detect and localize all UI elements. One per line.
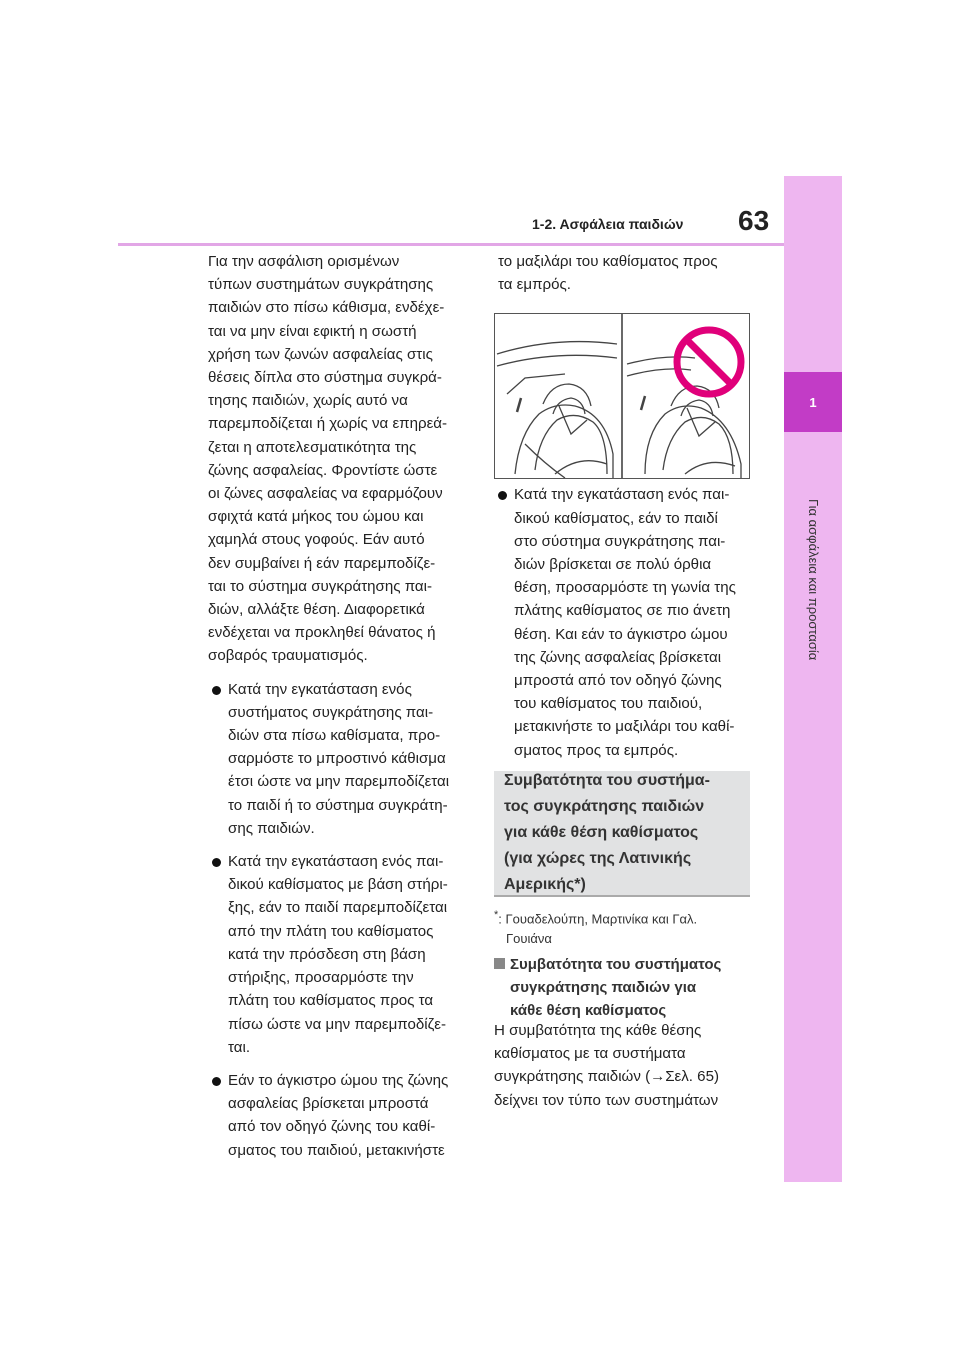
- text-line: κάθε θέση καθίσματος: [510, 1002, 667, 1019]
- text-line: από τον οδηγό ζώνης του καθί-: [228, 1118, 436, 1136]
- text-line: ζώνης ασφαλείας. Φροντίστε ώστε: [208, 461, 438, 479]
- text-line: Κατά την εγκατάσταση ενός παι-: [228, 853, 444, 871]
- text-line: συγκράτησης παιδιών για: [510, 979, 697, 996]
- text-line: Κατά την εγκατάσταση ενός: [228, 680, 412, 698]
- text-line: θέσεις δίπλα στο σύστημα συγκρά-: [208, 369, 442, 387]
- compatibility-heading-box: [494, 771, 750, 897]
- bullet-item: [208, 1069, 470, 1162]
- text-line: πίσω ώστε να μην παρεμποδίζε-: [228, 1015, 447, 1033]
- continuation-paragraph: [494, 250, 754, 296]
- text-line: για κάθε θέση καθίσματος: [504, 824, 699, 841]
- text-line: στο σύστημα συγκράτησης παι-: [514, 532, 726, 550]
- text-line: δικού καθίσματος με βάση στήρι-: [228, 876, 448, 894]
- text-line: πλάτη του καθίσματος προς τα: [228, 992, 434, 1010]
- square-bullet-icon: [494, 958, 505, 969]
- compatibility-heading: [504, 768, 710, 898]
- text-line: σαρμόστε το μπροστινό κάθισμα: [228, 750, 446, 768]
- chapter-title: Για ασφάλεια και προστασία: [806, 499, 821, 661]
- text-line: ξης, εάν το παιδί παρεμποδίζεται: [228, 899, 448, 917]
- footnote-mark: *: [494, 909, 499, 921]
- text-line: ται το σύστημα συγκράτησης παι-: [208, 577, 433, 595]
- text-line: παρεμποδίζεται ή χωρίς να επηρεά-: [208, 415, 448, 433]
- text-line: ται να μην είναι εφικτή η σωστή: [208, 322, 417, 340]
- text-line: ται.: [228, 1038, 251, 1056]
- text-line: τύπων συστημάτων συγκράτησης: [208, 276, 434, 294]
- text-line: δικού καθίσματος, εάν το παιδί: [514, 509, 718, 527]
- bullet-dot-icon: [498, 491, 507, 500]
- text-line: Εάν το άγκιστρο ώμου της ζώνης: [228, 1071, 449, 1089]
- chapter-number: 1: [809, 394, 817, 410]
- text-line: Αμερικής*): [504, 876, 586, 893]
- text-line: έτσι ώστε να μην παρεμποδίζεται: [228, 773, 450, 791]
- chapter-number-box: [784, 372, 842, 432]
- text-line: από την πλάτη του καθίσματος: [228, 922, 434, 940]
- subheading-text: [494, 953, 756, 1022]
- text-line: χαμηλά στους γοφούς. Εάν αυτό: [208, 531, 425, 549]
- text-line: μετακινήστε το μαξιλάρι του καθί-: [514, 718, 735, 736]
- text-line: διών στα πίσω καθίσματα, προ-: [228, 727, 441, 745]
- prohibition-icon: [677, 330, 741, 394]
- text-line: συστήματος συγκράτησης παι-: [228, 703, 434, 721]
- bullet-item: [208, 850, 470, 1059]
- child-seat-drawing: [495, 314, 749, 478]
- text-line: πλάτης καθίσματος σε πιο άνετη: [514, 602, 731, 620]
- text-line: ασφαλείας βρίσκεται μπροστά: [228, 1095, 429, 1113]
- child-seat-illustration: [494, 313, 750, 479]
- bullet-dot-icon: [212, 1077, 221, 1086]
- bullet-dot-icon: [212, 858, 221, 867]
- text-line: διών, αλλάξτε θέση. Διαφορετικά: [208, 601, 425, 619]
- text-line: διών βρίσκεται σε πολύ όρθια: [514, 556, 712, 574]
- intro-paragraph: [208, 250, 470, 668]
- text-line: σματος του παιδιού, μετακινήστε: [228, 1141, 445, 1159]
- text-line: Συμβατότητα του συστήματος: [510, 956, 722, 973]
- compatibility-paragraph: [494, 1019, 756, 1112]
- text-line: τος συγκράτησης παιδιών: [504, 798, 705, 815]
- text-line: ενδέχεται να προκληθεί θάνατος ή: [208, 624, 436, 642]
- page-number: 63: [738, 205, 770, 236]
- text-line: σοβαρός τραυματισμός.: [208, 647, 368, 665]
- bullet-dot-icon: [212, 686, 221, 695]
- text-line: τησης παιδιών, χωρίς αυτό να: [208, 392, 408, 410]
- text-line: καθίσματος με τα συστήματα: [494, 1045, 686, 1063]
- text-line: κατά την πρόσδεση στη βάση: [228, 945, 426, 963]
- text-line: δεν συμβαίνει ή εάν παρεμποδίζε-: [208, 554, 436, 572]
- text-line: Συμβατότητα του συστήμα-: [504, 772, 710, 789]
- text-line: : Γουαδελούπη, Μαρτινίκα και Γαλ.: [498, 911, 698, 927]
- text-line: το παιδί ή το σύστημα συγκράτη-: [228, 796, 448, 814]
- text-line: παιδιών στο πίσω κάθισμα, ενδέχε-: [208, 299, 445, 317]
- text-line: ζεται η αποτελεσματικότητα της: [208, 438, 417, 456]
- text-line: χρήση των ζωνών ασφαλείας στις: [208, 345, 433, 363]
- subheading: [494, 953, 756, 1022]
- text-line: Η συμβατότητα της κάθε θέσης: [494, 1022, 702, 1039]
- text-line: τα εμπρός.: [498, 276, 571, 294]
- text-line: θέση. Και εάν το άγκιστρο ώμου: [514, 625, 728, 643]
- text-line: μπροστά από τον οδηγό ζώνης: [514, 672, 722, 690]
- page-reference-link[interactable]: συγκράτησης παιδιών (→Σελ. 65): [494, 1068, 719, 1086]
- text-line: σφιχτά κατά μήκος του ώμου και: [208, 508, 424, 526]
- text-line: σης παιδιών.: [228, 819, 315, 837]
- section-title: 1-2. Ασφάλεια παιδιών: [532, 216, 684, 232]
- text-line: το μαξιλάρι του καθίσματος προς: [498, 253, 718, 270]
- text-line: Κατά την εγκατάσταση ενός παι-: [514, 486, 730, 504]
- text-line: οι ζώνες ασφαλείας να εφαρμόζουν: [208, 485, 443, 503]
- text-line: δείχνει τον τύπο των συστημάτων: [494, 1091, 719, 1109]
- text-line: σματος προς τα εμπρός.: [514, 741, 679, 759]
- left-column: [208, 250, 470, 1162]
- text-line: Γουιάνα: [506, 931, 552, 947]
- header-rule: [118, 243, 784, 246]
- text-line: Για την ασφάλιση ορισμένων: [208, 253, 400, 270]
- bullet-item: [208, 678, 470, 840]
- text-line: θέση, προσαρμόστε τη γωνία της: [514, 579, 736, 597]
- chapter-side-tab: [784, 176, 842, 1182]
- text-line: της ζώνης ασφαλείας βρίσκεται: [514, 648, 722, 666]
- text-line: (για χώρες της Λατινικής: [504, 850, 692, 867]
- footnote: [494, 905, 756, 949]
- text-line: του καθίσματος του παιδιού,: [514, 695, 703, 713]
- bullet-item: [494, 483, 754, 761]
- text-line: στήριξης, προσαρμόστε την: [228, 969, 414, 987]
